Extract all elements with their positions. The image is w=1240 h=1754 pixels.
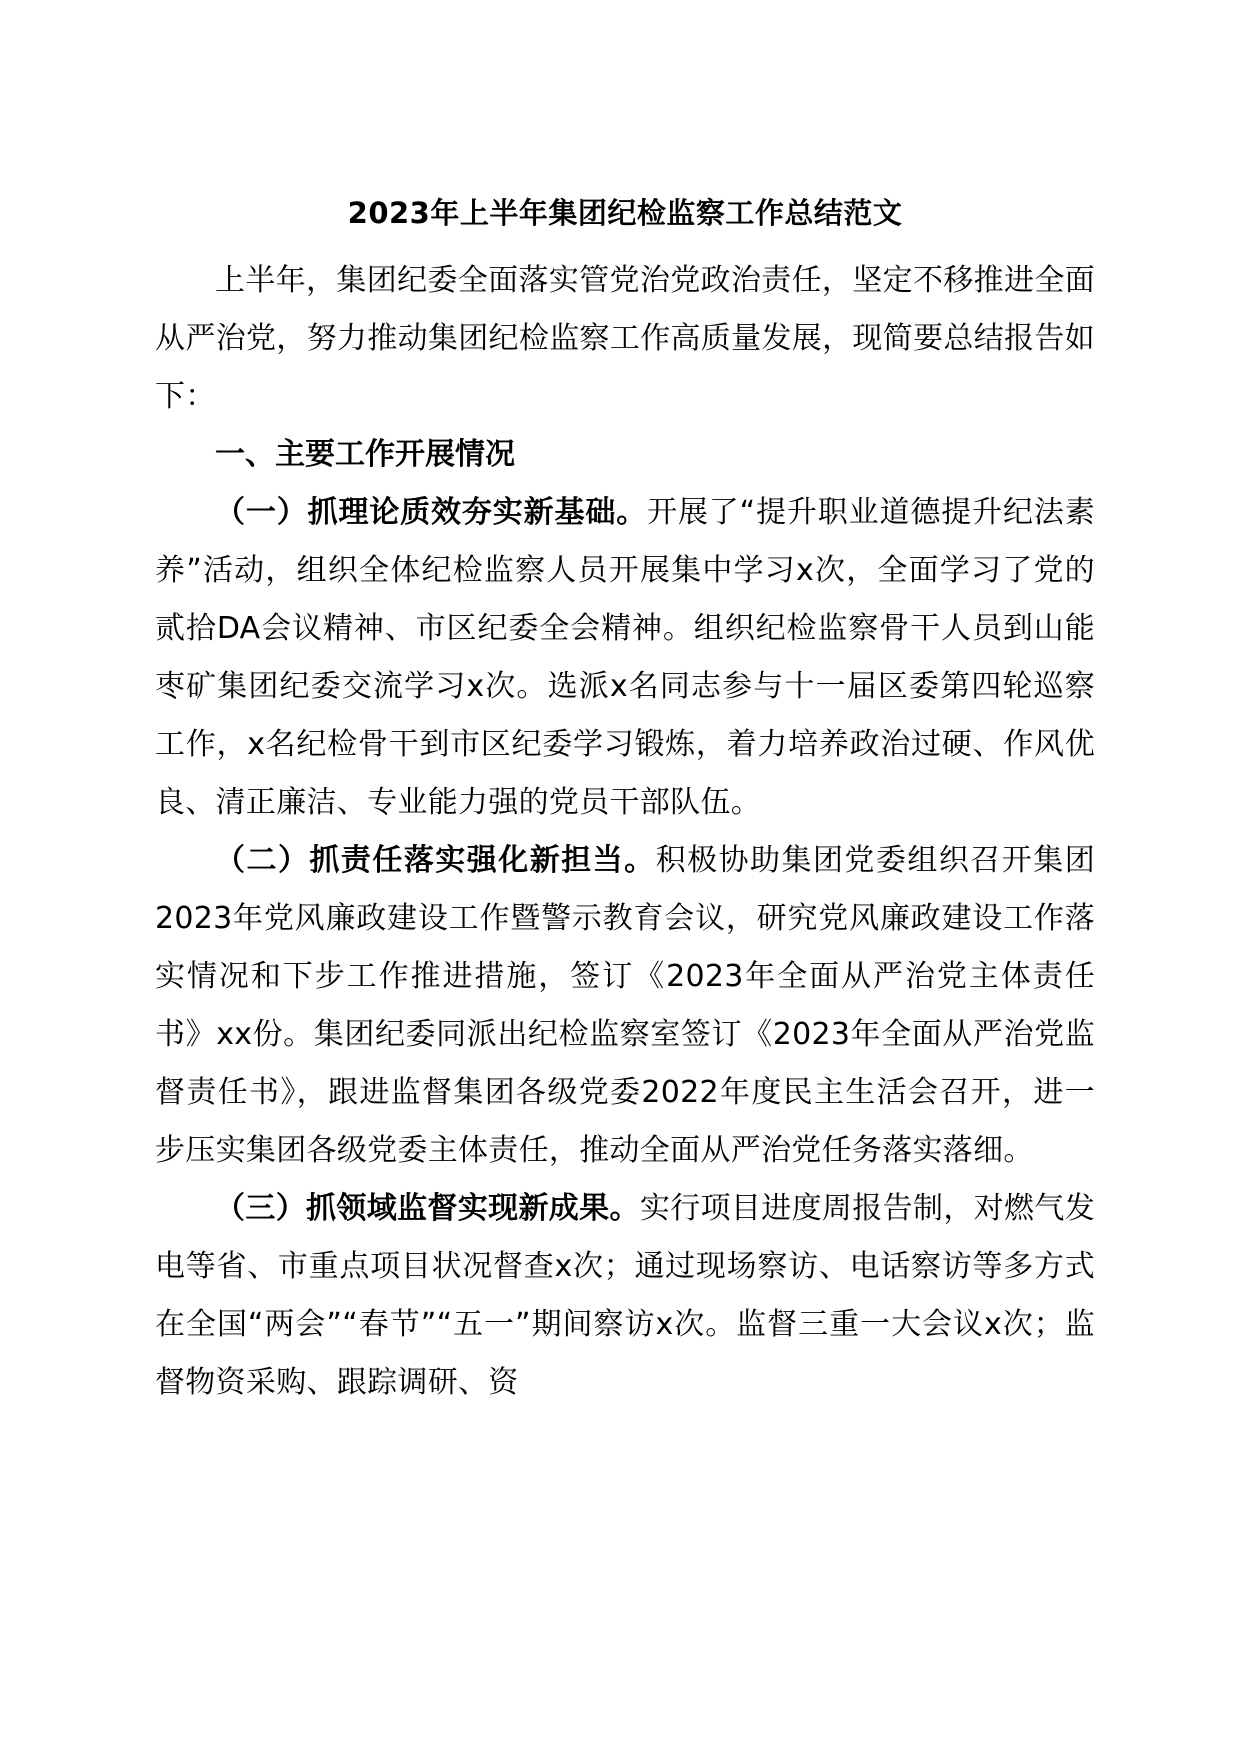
- section-heading: 一、主要工作开展情况: [215, 436, 515, 472]
- document-title: 2023年上半年集团纪检监察工作总结范文: [347, 196, 903, 230]
- item-body-1: 开展了“提升职业道德提升纪法素养”活动，组织全体纪检监察人员开展集中学习x次，全面学习了党的贰拾DA会议精神、市区纪委全会精神。组织纪检监察骨干人员到山能枣矿集团纪委交流学习x次。选派x名同志参与十一届区委第四轮巡察工作，x名纪检骨干到市区纪委学习锻炼，着力培养政治过硬、作风优良、清正廉洁、专业能力强的党员干部队伍。: [155, 494, 1095, 820]
- item-lead-1: （一）抓理论质效夯实新基础。: [215, 494, 648, 530]
- document-body: [155, 193, 1095, 1412]
- item-paragraph-2: [155, 832, 1095, 1180]
- item-body-3: 实行项目进度周报告制，对燃气发电等省、市重点项目状况督查x次；通过现场察访、电话察访等多方式在全国“两会”“春节”“五一”期间察访x次。监督三重一大会议x次；监督物资采购、跟踪调研、资: [155, 1190, 1096, 1400]
- item-paragraph-3: [155, 1180, 1095, 1412]
- item-body-2: 积极协助集团党委组织召开集团2023年党风廉政建设工作暨警示教育会议，研究党风廉政建设工作落实情况和下步工作推进措施，签订《2023年全面从严治党主体责任书》xx份。集团纪委同派出纪检监察室签订《2023年全面从严治党监督责任书》，跟进监督集团各级党委2022年度民主生活会召开，进一步压实集团各级党委主体责任，推动全面从严治党任务落实落细。: [155, 842, 1096, 1168]
- intro-paragraph: 上半年，集团纪委全面落实管党治党政治责任，坚定不移推进全面从严治党，努力推动集团纪检监察工作高质量发展，现简要总结报告如下：: [155, 262, 1095, 414]
- item-lead-2: （二）抓责任落实强化新担当。: [215, 842, 656, 878]
- item-lead-3: （三）抓领域监督实现新成果。: [215, 1190, 640, 1226]
- item-paragraph-1: [155, 484, 1095, 832]
